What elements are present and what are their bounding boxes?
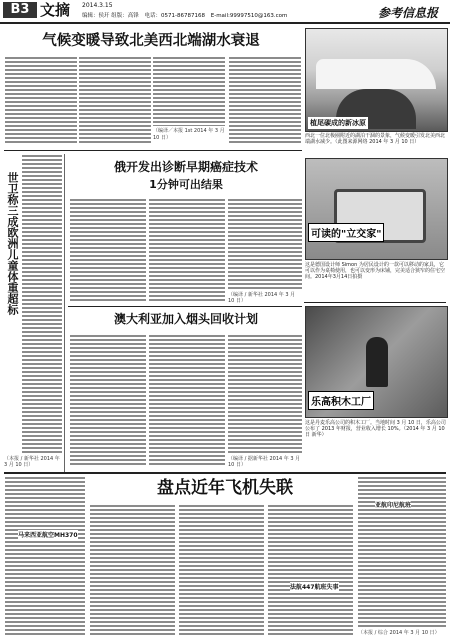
lego-photo	[305, 306, 448, 418]
lake-rule	[4, 150, 302, 151]
flights-body-col4	[268, 504, 353, 636]
side-body	[22, 154, 62, 454]
phone: 电话：0571-86787168	[144, 13, 205, 19]
cancer-title: 俄开发出诊断早期癌症技术	[113, 160, 258, 174]
flights-body-col1	[5, 476, 85, 636]
section-name: 文摘	[40, 1, 71, 19]
lego-label: 乐高积木工厂	[308, 391, 374, 410]
paper-name: 参考信息报	[378, 6, 439, 20]
side-title: 世卫称三成欧洲儿童体重超标	[6, 172, 19, 315]
lake-photo-caption: 西北一位北极圈附近的湖泊干涸的景象，气候变暖引发北美西北端湖水减少。（此图来源网络 2014 年 3 月 10 日）	[305, 133, 446, 145]
flights-body-col5	[358, 476, 446, 628]
cancer-body-col1	[70, 198, 146, 302]
furniture-rule	[304, 302, 446, 303]
editors: 编辑：侯玕 组版：高锋	[82, 13, 139, 19]
smoke-body-col3	[228, 334, 302, 454]
flights-subhead-1: 马来西亚航空MH370	[18, 532, 78, 539]
lake-body-col1	[5, 56, 77, 144]
cancer-subtitle: 1分钟可出结果	[149, 178, 223, 191]
section-code: B3	[3, 2, 37, 18]
flights-subhead-3: 亚航印尼航班	[375, 502, 412, 509]
lake-body-col4	[229, 56, 301, 144]
flights-title: 盘点近年飞机失联	[157, 478, 293, 498]
flights-subhead-2: 法航447航班失事	[290, 584, 339, 591]
lake-photo-label: 植尾碳成的新冰原	[310, 119, 366, 127]
lake-byline: （编译／本报 1st 2014 年 3 月 10 日）	[153, 128, 225, 141]
cancer-body-col2	[149, 198, 225, 302]
lake-body-col2	[79, 56, 151, 144]
ice-shelf	[316, 59, 436, 89]
lake-body-col3	[153, 56, 225, 126]
email: E-mail:99997510@163.com	[210, 13, 288, 19]
bottom-section-rule	[4, 472, 446, 474]
masthead-rule	[0, 22, 450, 24]
issue-date: 2014.3.15	[82, 2, 113, 9]
smoke-body-col1	[70, 334, 146, 466]
smoke-title: 澳大利亚加入烟头回收计划	[113, 312, 258, 326]
editor-line	[82, 11, 287, 19]
smoke-byline: （编译 / 据新华社 2014 年 3 月 10 日）	[228, 456, 301, 468]
masthead	[0, 0, 450, 22]
lego-caption: 这是丹麦乐高公司的积木工厂。当地时间 3 月 10 日，乐高公司公布了 2013 年财报，营业收入增长 10%。（2014 年 3 月 10 日 新华）	[305, 420, 446, 438]
side-byline: （本报 / 新华社 2014 年 3 月 10 日）	[4, 456, 60, 468]
smoke-body-col2	[149, 334, 225, 466]
flights-byline: （本报 / 综合 2014 年 3 月 10 日）	[358, 630, 446, 636]
side-column	[4, 154, 65, 472]
lake-title: 气候变暖导致北美西北端湖水衰退	[42, 33, 260, 49]
flights-body-col2	[90, 504, 175, 636]
cancer-rule	[68, 306, 302, 307]
lake-photo	[305, 28, 448, 132]
worker-figure	[366, 337, 388, 387]
furniture-photo	[305, 158, 448, 260]
furniture-label: 可读的"立交家"	[308, 223, 384, 242]
furniture-caption: 这是德国设计师 Simon 为居民设计的一款可以移动的家具，它可以作为桌椅使用，也可以变形为床铺，完美适合狭窄的住宅空间。2014年3月14日拍摄	[305, 262, 446, 280]
flights-body-col3	[179, 504, 264, 636]
cancer-byline: （编译 / 新华社 2014 年 3 月 10 日）	[228, 292, 296, 304]
cancer-body-col3	[228, 198, 302, 290]
